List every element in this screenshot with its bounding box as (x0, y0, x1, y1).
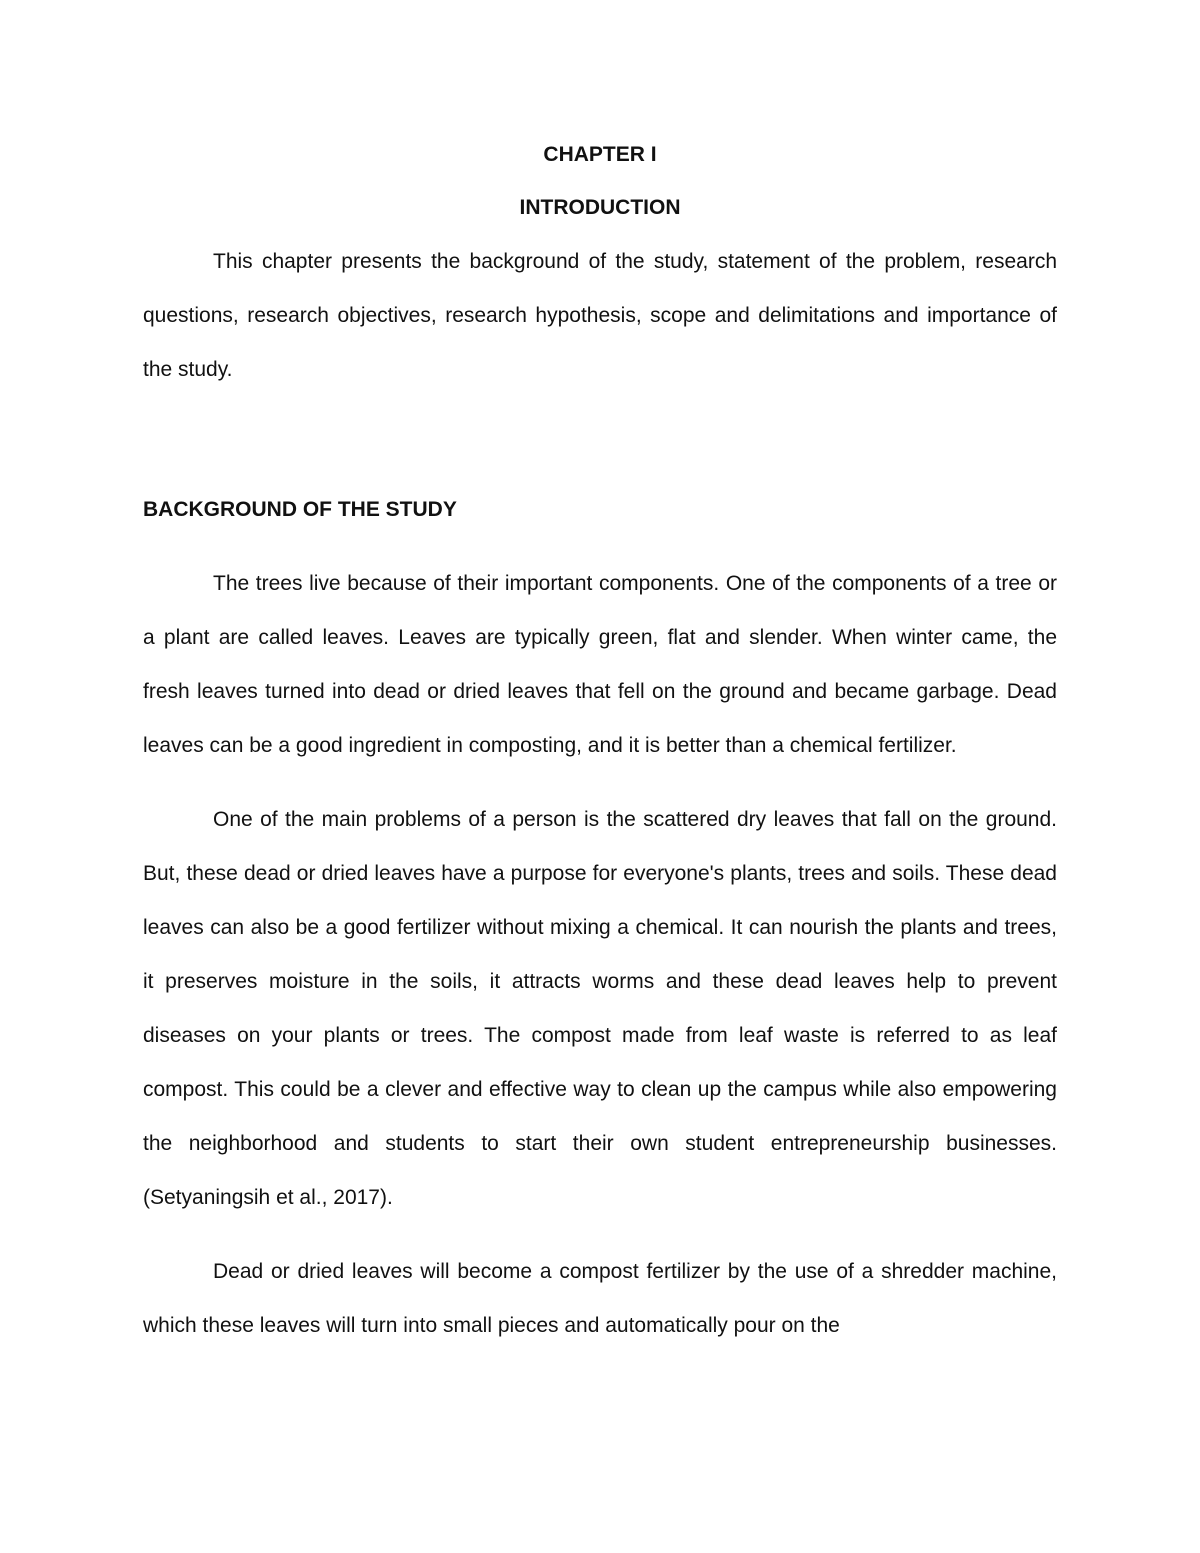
intro-paragraph: This chapter presents the background of the study, statement of the problem, research questions, research objectives, research hypothesis, scope and delimitations and importance of the study. (143, 250, 1057, 381)
body-paragraph: Dead or dried leaves will become a compost fertilizer by the use of a shredder machine, which these leaves will turn into small pieces and automatically pour on the (143, 1260, 1057, 1337)
page-content (143, 136, 1057, 1353)
chapter-label: CHAPTER I (543, 143, 657, 166)
section-heading: BACKGROUND OF THE STUDY (143, 498, 457, 521)
body-paragraph: One of the main problems of a person is the scattered dry leaves that fall on the ground. But, these dead or dried leaves have a purpose for everyone's plants, trees and soils. These dead leaves can also be a good fertilizer without mixing a chemical. It can nourish the plants and trees, it preserves moisture in the soils, it attracts worms and these dead leaves help to prevent diseases on your plants or trees. The compost made from leaf waste is referred to as leaf compost. This could be a clever and effective way to clean up the campus while also empowering the neighborhood and students to start their own student entrepreneurship businesses. (Setyaningsih et al., 2017). (143, 808, 1057, 1209)
body-paragraph: The trees live because of their important components. One of the components of a tree or a plant are called leaves. Leaves are typically green, flat and slender. When winter came, the fresh leaves turned into dead or dried leaves that fell on the ground and became garbage. Dead leaves can be a good ingredient in composting, and it is better than a chemical fertilizer. (143, 572, 1057, 757)
chapter-title: INTRODUCTION (519, 196, 681, 219)
